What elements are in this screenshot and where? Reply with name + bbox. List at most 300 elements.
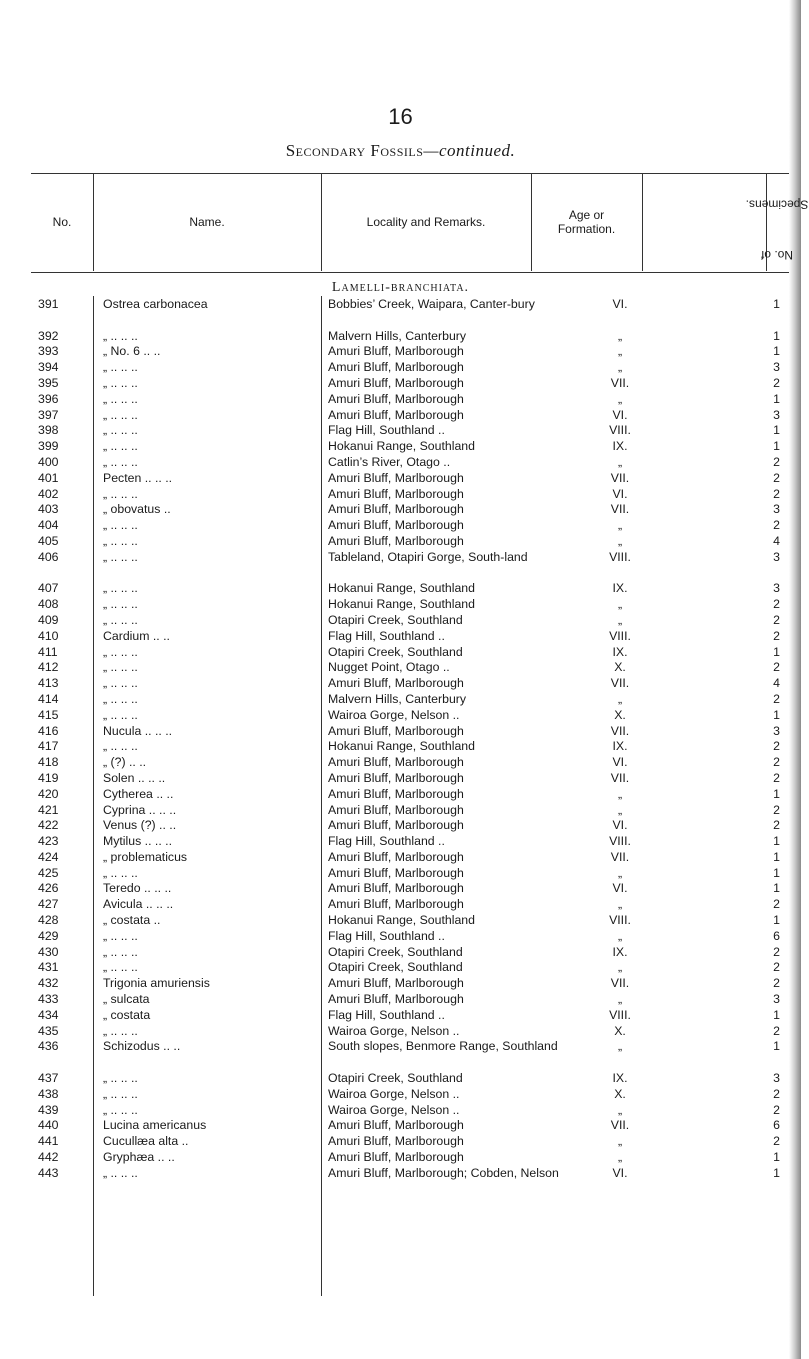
row-locality: Hokanui Range, Southland [328, 913, 475, 928]
row-specimens: 1 [773, 1007, 780, 1022]
row-age: VI. [612, 755, 628, 770]
row-locality: Hokanui Range, Southland [328, 739, 475, 754]
row-specimens: 6 [773, 928, 780, 943]
row-specimens: 2 [773, 375, 780, 390]
row-age: „ [617, 786, 623, 801]
row-locality: Otapiri Creek, Southland [328, 960, 463, 975]
header-no-label: No. [52, 215, 72, 229]
row-number: 432 [38, 976, 59, 991]
row-age: IX. [612, 644, 628, 659]
row-locality: Amuri Bluff, Marlborough [328, 770, 464, 785]
row-name: „ .. .. .. [103, 865, 138, 880]
table-row [0, 376, 801, 392]
row-specimens: 3 [773, 992, 780, 1007]
row-locality: Amuri Bluff, Marlborough [328, 1134, 464, 1149]
header-specimens-line1: No. of [761, 248, 794, 263]
row-specimens: 4 [773, 676, 780, 691]
row-age: VIII. [609, 834, 631, 849]
row-name: Schizodus .. .. [103, 1039, 181, 1054]
row-name: „ .. .. .. [103, 407, 138, 422]
header-age-line1: Age or [568, 208, 605, 222]
row-locality: Amuri Bluff, Marlborough [328, 723, 464, 738]
table-row [0, 660, 801, 676]
row-age: VII. [610, 676, 630, 691]
table-row [0, 1118, 801, 1134]
row-name: „ .. .. .. [103, 960, 138, 975]
row-specimens: 3 [773, 1071, 780, 1086]
row-locality: Flag Hill, Southland .. [328, 834, 445, 849]
row-specimens: 2 [773, 770, 780, 785]
row-number: 443 [38, 1165, 59, 1180]
row-name: „ .. .. .. [103, 533, 138, 548]
row-specimens: 2 [773, 944, 780, 959]
row-name: „ .. .. .. [103, 549, 138, 564]
row-name: „ obovatus .. [103, 502, 171, 517]
row-age: VI. [612, 1165, 628, 1180]
row-locality: Amuri Bluff, Marlborough [328, 470, 464, 485]
running-title-main: Secondary Fossils [285, 141, 424, 160]
table-row [0, 834, 801, 850]
row-locality: Amuri Bluff, Marlborough [328, 865, 464, 880]
table-row [0, 960, 801, 976]
row-specimens: 3 [773, 723, 780, 738]
row-locality: Amuri Bluff, Marlborough [328, 992, 464, 1007]
row-number: 409 [38, 612, 59, 627]
header-no [31, 173, 93, 271]
row-number: 416 [38, 723, 59, 738]
row-number: 440 [38, 1118, 59, 1133]
row-name: Ostrea carbonacea [103, 297, 208, 311]
row-number: 435 [38, 1023, 59, 1038]
table-row [0, 818, 801, 834]
row-number: 423 [38, 834, 59, 849]
row-specimens: 1 [773, 1165, 780, 1180]
table-row [0, 423, 801, 439]
row-locality: Amuri Bluff, Marlborough [328, 881, 464, 896]
row-specimens: 1 [773, 297, 780, 311]
row-name: „ .. .. .. [103, 423, 138, 438]
row-locality: Amuri Bluff, Marlborough [328, 407, 464, 422]
row-number: 401 [38, 470, 59, 485]
row-name: „ .. .. .. [103, 454, 138, 469]
table-row [0, 897, 801, 913]
row-specimens: 2 [773, 755, 780, 770]
row-number: 429 [38, 928, 59, 943]
table-row [0, 945, 801, 961]
row-name: „ (?) .. .. [103, 755, 147, 770]
row-age: IX. [612, 1071, 628, 1086]
row-specimens: 2 [773, 976, 780, 991]
row-age: VII. [610, 470, 630, 485]
row-specimens: 1 [773, 423, 780, 438]
row-age: X. [614, 707, 626, 722]
row-locality: Nugget Point, Otago .. [328, 660, 450, 675]
row-specimens: 2 [773, 691, 780, 706]
row-name: „ .. .. .. [103, 1102, 138, 1117]
table-row [0, 724, 801, 740]
row-age: „ [617, 960, 623, 975]
row-specimens: 2 [773, 1102, 780, 1117]
row-locality: Tableland, Otapiri Gorge, South-land [328, 549, 528, 564]
row-name: „ .. .. .. [103, 691, 138, 706]
row-age: VIII. [609, 549, 631, 564]
row-locality: Otapiri Creek, Southland [328, 612, 463, 627]
table-row [0, 629, 801, 645]
row-number: 403 [38, 502, 59, 517]
table-row [0, 803, 801, 819]
row-name: Mytilus .. .. .. [103, 834, 173, 849]
row-name: „ sulcata [103, 992, 150, 1007]
header-age-line2: Formation. [557, 222, 616, 236]
row-locality: Amuri Bluff, Marlborough; Cobden, Nelson [328, 1165, 559, 1180]
row-locality: South slopes, Benmore Range, Southland [328, 1039, 558, 1054]
row-locality: Amuri Bluff, Marlborough [328, 518, 464, 533]
row-age: IX. [612, 739, 628, 754]
row-name: Venus (?) .. .. [103, 818, 177, 833]
row-age: VII. [610, 375, 630, 390]
row-locality: Amuri Bluff, Marlborough [328, 849, 464, 864]
row-name: „ .. .. .. [103, 375, 138, 390]
row-locality: Amuri Bluff, Marlborough [328, 360, 464, 375]
row-age: „ [617, 1102, 623, 1117]
header-specimens-line2: Specimens. [746, 197, 809, 212]
row-locality: Wairoa Gorge, Nelson .. [328, 1086, 460, 1101]
table-row [0, 881, 801, 897]
row-name: „ .. .. .. [103, 328, 138, 343]
row-name: Cytherea .. .. [103, 786, 174, 801]
row-name: „ .. .. .. [103, 944, 138, 959]
row-name: Cardium .. .. [103, 628, 170, 643]
row-age: „ [617, 691, 623, 706]
row-number: 395 [38, 375, 59, 390]
row-specimens: 2 [773, 802, 780, 817]
row-specimens: 1 [773, 344, 780, 359]
row-specimens: 1 [773, 644, 780, 659]
row-specimens: 1 [773, 391, 780, 406]
row-age: „ [617, 612, 623, 627]
row-name: Cyprina .. .. .. [103, 802, 177, 817]
row-age: X. [614, 660, 626, 675]
row-locality: Catlin’s River, Otago .. [328, 454, 451, 469]
table-row [0, 534, 801, 550]
row-locality: Hokanui Range, Southland [328, 597, 475, 612]
row-number: 398 [38, 423, 59, 438]
row-specimens: 2 [773, 739, 780, 754]
row-specimens: 3 [773, 581, 780, 596]
row-locality: Amuri Bluff, Marlborough [328, 676, 464, 691]
table-row [0, 581, 801, 597]
table-row [0, 850, 801, 866]
row-name: „ .. .. .. [103, 928, 138, 943]
row-specimens: 1 [773, 707, 780, 722]
row-locality: Wairoa Gorge, Nelson .. [328, 1102, 460, 1117]
table-row [0, 392, 801, 408]
row-age: VII. [610, 723, 630, 738]
table-row [0, 1166, 801, 1198]
header-locality-label: Locality and Remarks. [366, 215, 486, 229]
row-age: VII. [610, 849, 630, 864]
running-title [0, 141, 801, 161]
row-specimens: 6 [773, 1118, 780, 1133]
row-number: 393 [38, 344, 59, 359]
row-age: VI. [612, 407, 628, 422]
row-number: 417 [38, 739, 59, 754]
row-age: „ [617, 1150, 623, 1165]
row-locality: Malvern Hills, Canterbury [328, 691, 467, 706]
row-locality: Amuri Bluff, Marlborough [328, 897, 464, 912]
row-age: VI. [612, 818, 628, 833]
row-number: 430 [38, 944, 59, 959]
row-number: 408 [38, 597, 59, 612]
table-row [0, 360, 801, 376]
row-specimens: 1 [773, 786, 780, 801]
row-locality: Flag Hill, Southland .. [328, 1007, 445, 1022]
row-age: VII. [610, 1118, 630, 1133]
row-specimens: 1 [773, 881, 780, 896]
table-row [0, 408, 801, 424]
row-number: 426 [38, 881, 59, 896]
row-name: „ .. .. .. [103, 612, 138, 627]
row-number: 405 [38, 533, 59, 548]
table-row [0, 1150, 801, 1166]
row-age: VIII. [609, 1007, 631, 1022]
row-locality: Flag Hill, Southland .. [328, 423, 445, 438]
row-age: VII. [610, 976, 630, 991]
table-row [0, 455, 801, 471]
row-specimens: 1 [773, 439, 780, 454]
row-number: 406 [38, 549, 59, 564]
running-title-continued: —continued. [423, 141, 516, 160]
row-specimens: 2 [773, 486, 780, 501]
row-name: „ costata [103, 1007, 151, 1022]
row-name: „ No. 6 .. .. [103, 344, 161, 359]
table-row [0, 708, 801, 724]
row-number: 414 [38, 691, 59, 706]
row-specimens: 2 [773, 1134, 780, 1149]
row-age: VII. [610, 770, 630, 785]
row-age: „ [617, 802, 623, 817]
row-locality: Amuri Bluff, Marlborough [328, 786, 464, 801]
row-number: 399 [38, 439, 59, 454]
row-name: „ .. .. .. [103, 486, 138, 501]
table-row [0, 976, 801, 992]
row-name: „ .. .. .. [103, 660, 138, 675]
row-locality: Amuri Bluff, Marlborough [328, 375, 464, 390]
table-row [0, 1087, 801, 1103]
row-locality: Amuri Bluff, Marlborough [328, 976, 464, 991]
row-specimens: 2 [773, 897, 780, 912]
row-age: „ [617, 992, 623, 1007]
row-specimens: 2 [773, 660, 780, 675]
row-locality: Amuri Bluff, Marlborough [328, 1150, 464, 1165]
table-row [0, 597, 801, 613]
row-specimens: 2 [773, 518, 780, 533]
row-number: 441 [38, 1134, 59, 1149]
row-specimens: 2 [773, 454, 780, 469]
row-specimens: 1 [773, 834, 780, 849]
row-name: „ .. .. .. [103, 1023, 138, 1038]
row-specimens: 1 [773, 1039, 780, 1054]
row-name: „ .. .. .. [103, 597, 138, 612]
table-row [0, 1039, 801, 1071]
row-number: 410 [38, 628, 59, 643]
row-name: „ .. .. .. [103, 518, 138, 533]
row-name: „ .. .. .. [103, 439, 138, 454]
row-number: 438 [38, 1086, 59, 1101]
row-number: 422 [38, 818, 59, 833]
row-age: „ [617, 454, 623, 469]
table-row [0, 913, 801, 929]
row-age: „ [617, 865, 623, 880]
row-locality: Amuri Bluff, Marlborough [328, 344, 464, 359]
row-number: 427 [38, 897, 59, 912]
row-age: „ [617, 1039, 623, 1054]
row-number: 434 [38, 1007, 59, 1022]
row-specimens: 2 [773, 1086, 780, 1101]
table-body [0, 297, 801, 1197]
row-locality: Amuri Bluff, Marlborough [328, 391, 464, 406]
row-locality: Flag Hill, Southland .. [328, 628, 445, 643]
row-age: „ [617, 518, 623, 533]
table-row [0, 1071, 801, 1087]
table-row [0, 676, 801, 692]
row-age: IX. [612, 944, 628, 959]
table-row [0, 471, 801, 487]
row-name: „ .. .. .. [103, 581, 138, 596]
row-age: VIII. [609, 628, 631, 643]
row-locality: Otapiri Creek, Southland [328, 644, 463, 659]
row-age: „ [617, 344, 623, 359]
row-locality: Otapiri Creek, Southland [328, 1071, 463, 1086]
row-number: 392 [38, 328, 59, 343]
row-name: „ .. .. .. [103, 1071, 138, 1086]
row-age: VI. [612, 881, 628, 896]
row-name: Cucullæa alta .. [103, 1134, 189, 1149]
row-locality: Wairoa Gorge, Nelson .. [328, 1023, 460, 1038]
row-number: 424 [38, 849, 59, 864]
row-specimens: 2 [773, 628, 780, 643]
page-number: 16 [388, 104, 413, 129]
row-number: 420 [38, 786, 59, 801]
row-number: 396 [38, 391, 59, 406]
row-number: 415 [38, 707, 59, 722]
table-row [0, 487, 801, 503]
row-name: „ .. .. .. [103, 360, 138, 375]
row-name: Lucina americanus [103, 1118, 207, 1133]
row-number: 437 [38, 1071, 59, 1086]
table-row [0, 771, 801, 787]
row-number: 439 [38, 1102, 59, 1117]
row-age: „ [617, 597, 623, 612]
table-row [0, 297, 801, 329]
row-name: „ .. .. .. [103, 676, 138, 691]
row-specimens: 3 [773, 360, 780, 375]
row-specimens: 2 [773, 597, 780, 612]
row-number: 402 [38, 486, 59, 501]
row-specimens: 2 [773, 960, 780, 975]
table-row [0, 992, 801, 1008]
table-row [0, 645, 801, 661]
row-name: Avicula .. .. .. [103, 897, 174, 912]
row-name: „ .. .. .. [103, 739, 138, 754]
row-number: 411 [38, 644, 58, 659]
row-specimens: 2 [773, 470, 780, 485]
row-age: „ [617, 928, 623, 943]
row-number: 404 [38, 518, 59, 533]
row-number: 442 [38, 1150, 59, 1165]
table-row [0, 787, 801, 803]
row-name: „ .. .. .. [103, 1165, 138, 1180]
row-number: 428 [38, 913, 59, 928]
row-name: „ .. .. .. [103, 391, 138, 406]
table-row [0, 1134, 801, 1150]
header-age [531, 173, 642, 271]
row-locality: Amuri Bluff, Marlborough [328, 1118, 464, 1133]
row-number: 407 [38, 581, 59, 596]
table-row [0, 344, 801, 360]
row-name: „ problematicus [103, 849, 188, 864]
row-age: VIII. [609, 423, 631, 438]
row-age: IX. [612, 439, 628, 454]
row-age: VIII. [609, 913, 631, 928]
header-specimens-label [746, 173, 809, 271]
table-row [0, 755, 801, 771]
table-row [0, 929, 801, 945]
row-locality: Amuri Bluff, Marlborough [328, 802, 464, 817]
row-number: 394 [38, 360, 59, 375]
row-age: IX. [612, 581, 628, 596]
row-specimens: 1 [773, 1150, 780, 1165]
row-specimens: 4 [773, 533, 780, 548]
table-row [0, 329, 801, 345]
row-name: „ .. .. .. [103, 644, 138, 659]
header-divider [642, 173, 643, 271]
table-row [0, 550, 801, 582]
row-specimens: 2 [773, 1023, 780, 1038]
row-number: 412 [38, 660, 59, 675]
row-name: Solen .. .. .. [103, 770, 166, 785]
row-specimens: 2 [773, 612, 780, 627]
row-specimens: 1 [773, 913, 780, 928]
row-number: 421 [38, 802, 59, 817]
row-number: 425 [38, 865, 59, 880]
row-locality: Amuri Bluff, Marlborough [328, 533, 464, 548]
row-age: VII. [610, 502, 630, 517]
row-name: Nucula .. .. .. [103, 723, 173, 738]
row-locality: Wairoa Gorge, Nelson .. [328, 707, 460, 722]
row-number: 431 [38, 960, 59, 975]
row-locality: Otapiri Creek, Southland [328, 944, 463, 959]
header-specimens [746, 173, 809, 271]
table-row [0, 1103, 801, 1119]
row-age: „ [617, 328, 623, 343]
table-row [0, 692, 801, 708]
table-row [0, 439, 801, 455]
table-row [0, 613, 801, 629]
row-number: 419 [38, 770, 59, 785]
row-specimens: 3 [773, 407, 780, 422]
row-name: Pecten .. .. .. [103, 470, 173, 485]
row-number: 433 [38, 992, 59, 1007]
row-age: „ [617, 1134, 623, 1149]
header-name-label: Name. [189, 215, 225, 229]
row-age: X. [614, 1086, 626, 1101]
row-number: 436 [38, 1039, 59, 1054]
table-row [0, 1008, 801, 1024]
row-locality: Amuri Bluff, Marlborough [328, 486, 464, 501]
row-number: 391 [38, 297, 59, 311]
section-heading: Lamelli-branchiata. [331, 280, 470, 295]
